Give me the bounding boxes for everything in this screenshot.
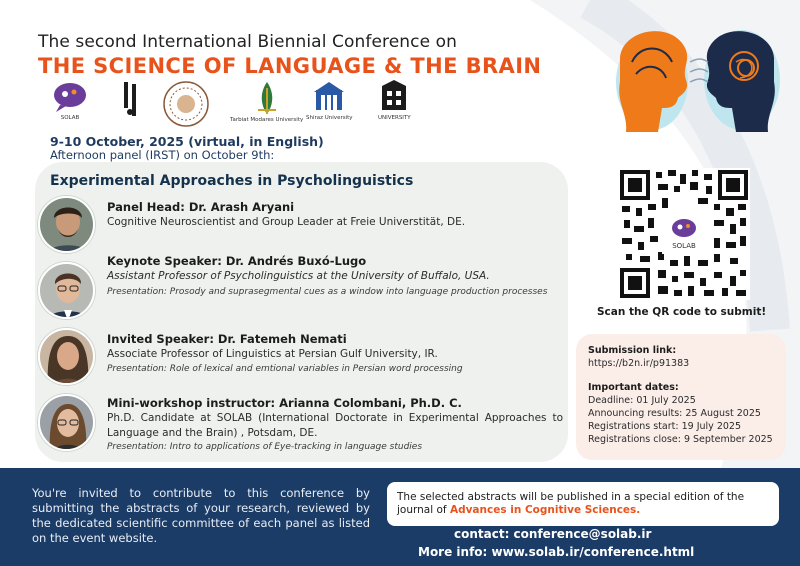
- speaker-presentation: Presentation: Intro to applications of Eye-tracking in language studies: [107, 442, 423, 452]
- panel-title: Experimental Approaches in Psycholinguistics: [50, 173, 414, 189]
- tarbiat-modares-caption: Tarbiat Modares University: [230, 117, 304, 123]
- logos-row: [50, 80, 420, 132]
- info-content: [588, 344, 788, 446]
- avatar: [38, 328, 95, 385]
- speaker-affiliation: Associate Professor of Linguistics at Persian Gulf University, IR.: [107, 348, 438, 360]
- contact-email[interactable]: contact: conference@solab.ir: [454, 527, 652, 541]
- shiraz-university-caption: Shiraz University: [306, 115, 353, 121]
- invitation-text: You're invited to contribute to this conference by submitting the abstracts of your research, reviewed by the dedicated scientific committee of each panel as listed on the event website.: [32, 486, 370, 545]
- speaker-role: Panel Head: Dr. Arash Aryani: [107, 200, 295, 214]
- publication-text: [397, 491, 769, 517]
- speaker-role: Mini-workshop instructor: Arianna Colombani, Ph.D. C.: [107, 396, 462, 410]
- date-reg-close: Registrations close: 9 September 2025: [588, 434, 773, 445]
- conference-dates: 9-10 October, 2025 (virtual, in English): [50, 134, 324, 149]
- speaker-role: Invited Speaker: Dr. Fatemeh Nemati: [107, 332, 347, 346]
- speaker-presentation: Presentation: Prosody and suprasegmental cues as a window into language production processes: [107, 287, 548, 297]
- conference-title: THE SCIENCE OF LANGUAGE & THE BRAIN: [38, 54, 542, 78]
- submission-link[interactable]: https://b2n.ir/p91383: [588, 358, 690, 369]
- solab-logo-caption: SOLAB: [60, 115, 80, 121]
- shiraz-university-logo: [306, 80, 353, 121]
- solab-logo: [50, 80, 90, 121]
- avatar: [38, 394, 95, 451]
- panel-time: Afternoon panel (IRST) on October 9th:: [50, 148, 275, 162]
- speaker-role: Keynote Speaker: Dr. Andrés Buxó-Lugo: [107, 254, 367, 268]
- speaker-affiliation: Cognitive Neuroscientist and Group Leader at Freie Universtität, DE.: [107, 216, 466, 228]
- date-reg-start: Registrations start: 19 July 2025: [588, 421, 741, 432]
- conference-subtitle: The second International Biennial Conference on: [38, 32, 458, 52]
- speaker-presentation: Presentation: Role of lexical and emtional variables in Persian word processing: [107, 364, 463, 374]
- avatar: [38, 196, 95, 253]
- qr-center-label: SOLAB: [672, 242, 696, 250]
- date-results: Announcing results: 25 August 2025: [588, 408, 761, 419]
- more-info-link[interactable]: More info: www.solab.ir/conference.html: [418, 545, 695, 559]
- speaker-affiliation: Ph.D. Candidate at SOLAB (International Doctorate in Experimental Approaches to Language and the Brain) , Potsdam, DE.: [107, 412, 563, 439]
- dates-label: Important dates:: [588, 382, 679, 393]
- date-deadline: Deadline: 01 July 2025: [588, 395, 696, 406]
- publication-prefix: The selected abstracts will be published in a special edition of the journal of: [397, 491, 745, 516]
- journal-name: Advances in Cognitive Sciences.: [449, 504, 641, 516]
- brain-illustration: [612, 22, 782, 140]
- partner-logo-3: [162, 80, 210, 128]
- speaker-affiliation: Assistant Professor of Psycholinguistics at the University of Buffalo, USA.: [107, 270, 490, 282]
- partner-logo-2: [118, 80, 142, 120]
- qr-caption: Scan the QR code to submit!: [597, 306, 767, 318]
- submission-label: Submission link:: [588, 345, 677, 356]
- qr-code[interactable]: [618, 168, 750, 300]
- allameh-tabataba-caption: UNIVERSITY: [378, 115, 411, 121]
- tarbiat-modares-logo: [230, 80, 303, 123]
- allameh-tabataba-logo: [378, 80, 411, 121]
- avatar: [38, 262, 95, 319]
